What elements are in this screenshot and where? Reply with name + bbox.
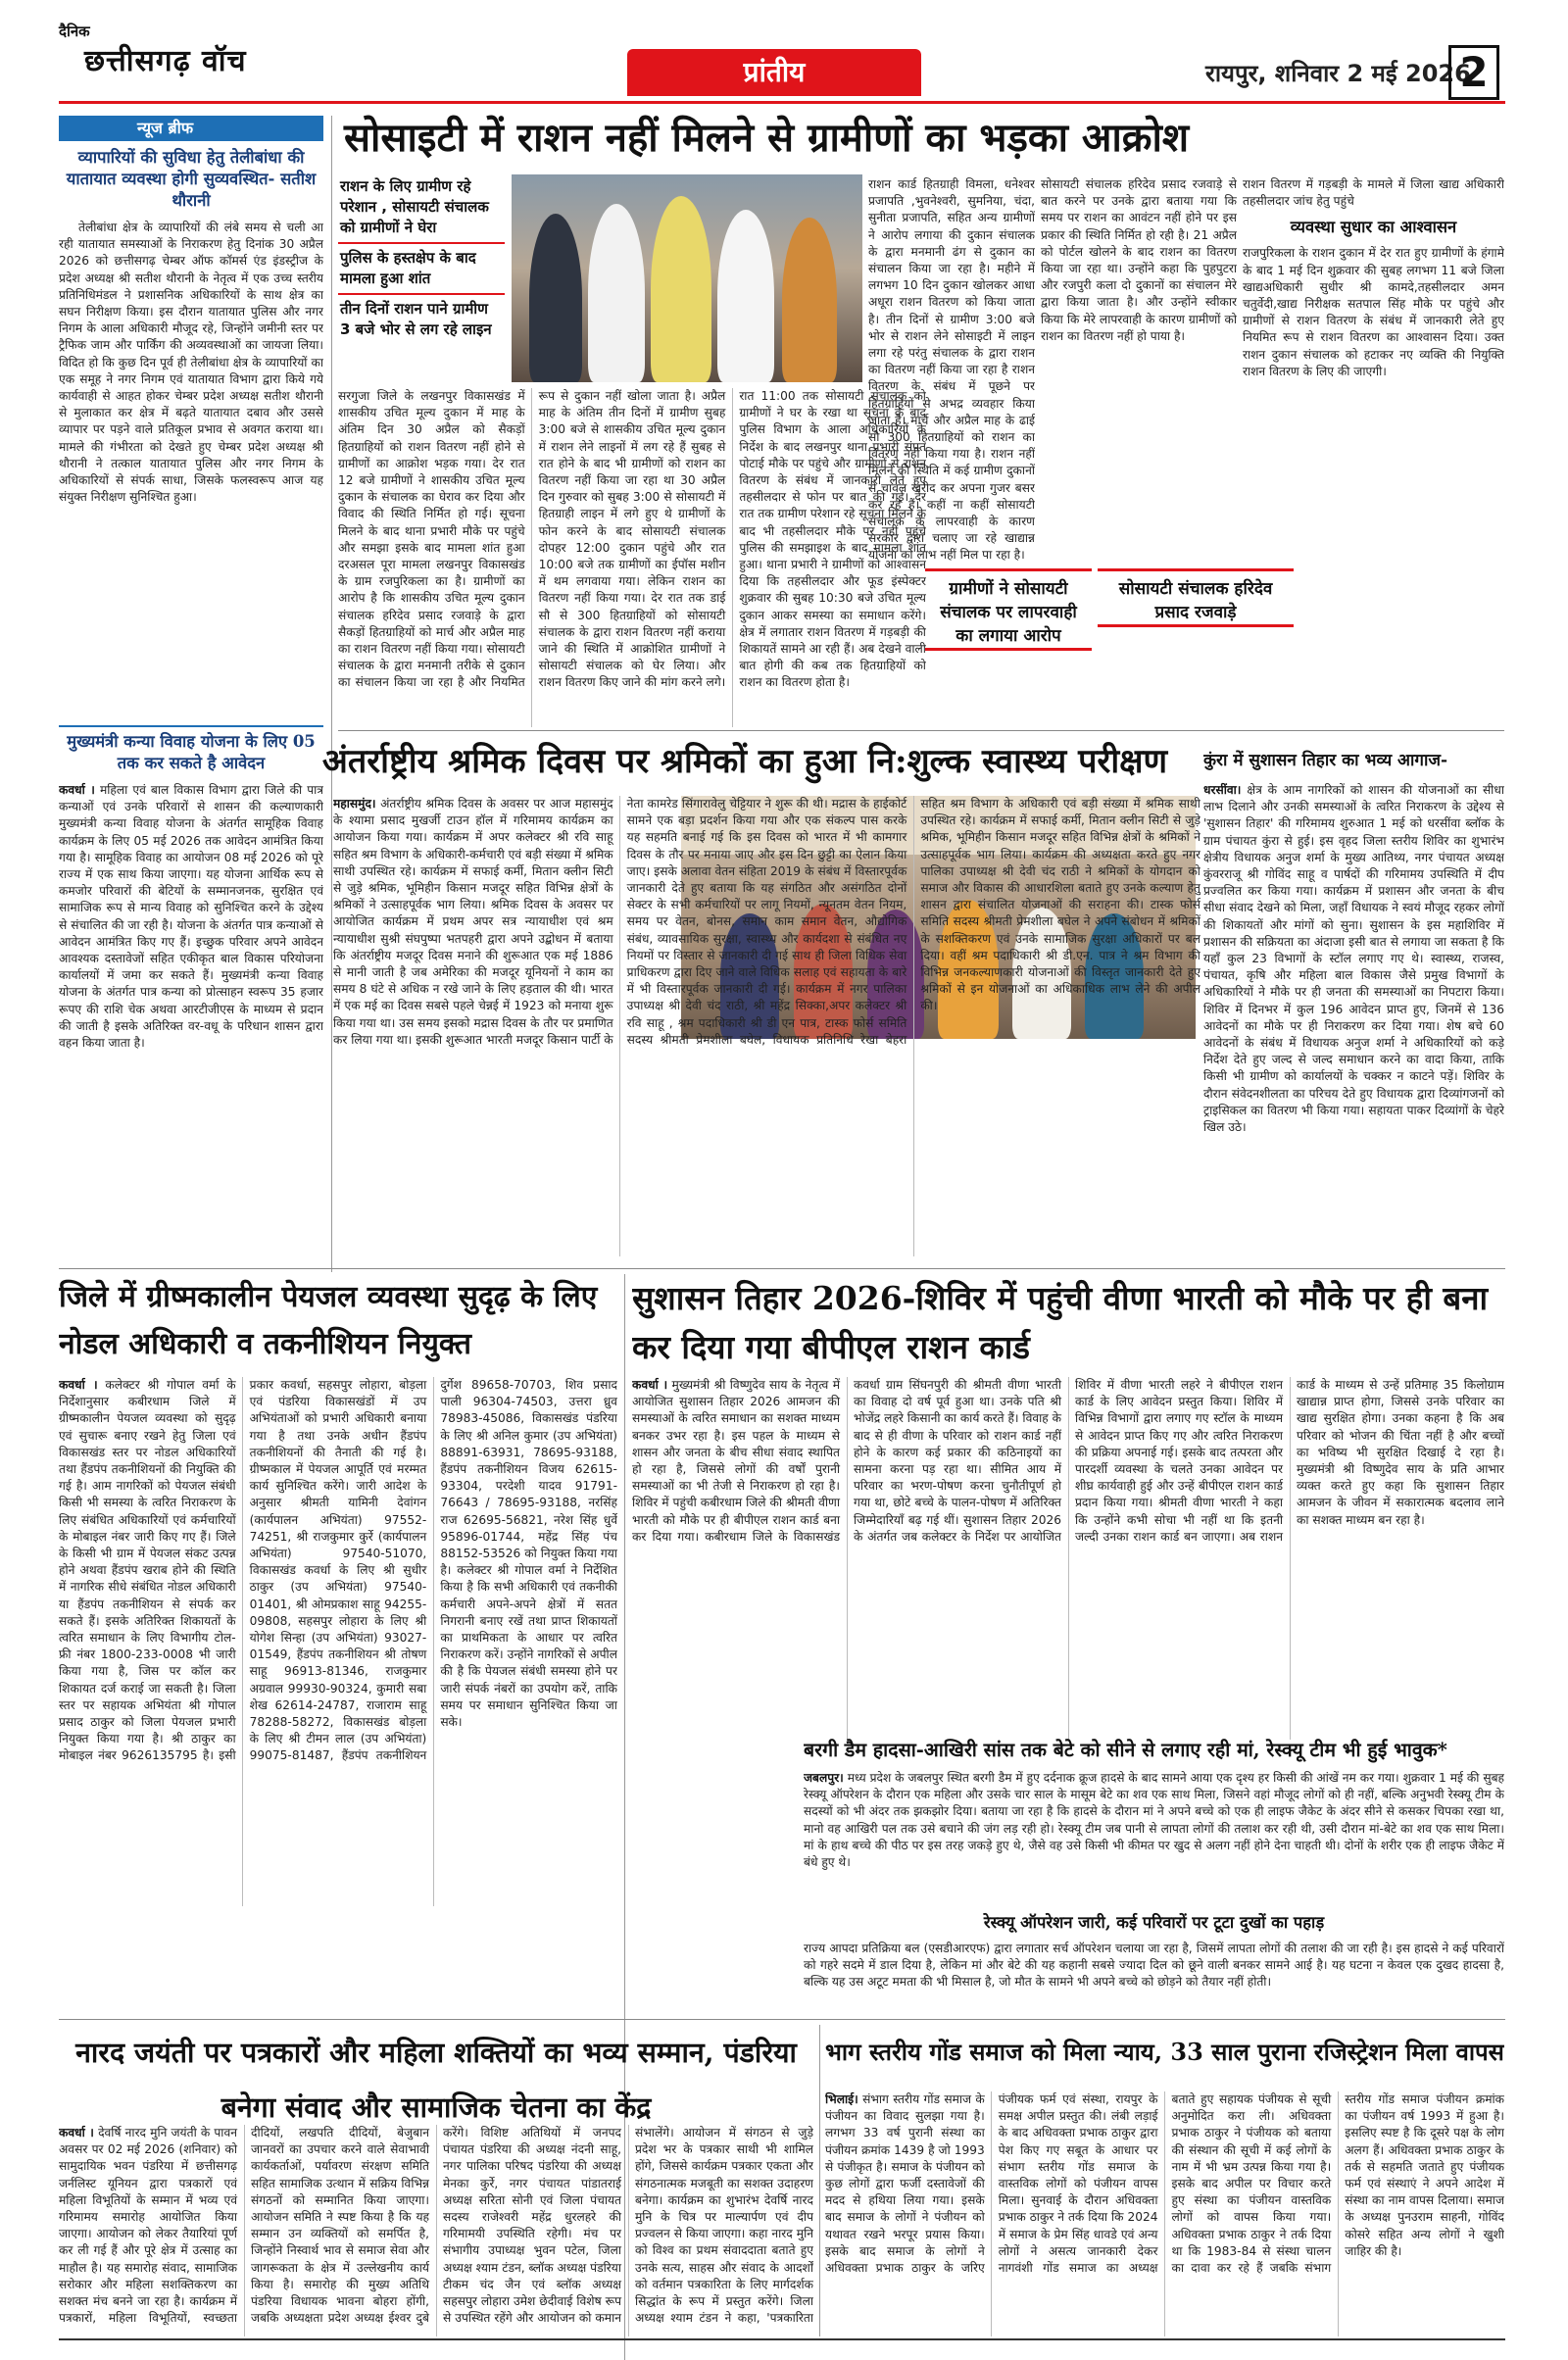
story7-body bbox=[59, 2125, 813, 2336]
section-rule bbox=[59, 1268, 1505, 1269]
story1-body4: राशन वितरण में गड़बड़ी के मामले में जिला खाद्य अधिकारी तहसीलदार जांच हेतु पहुंचे bbox=[1243, 177, 1504, 209]
photo-figure bbox=[717, 210, 774, 382]
section-rule bbox=[338, 730, 1504, 731]
photo-figure bbox=[651, 196, 711, 382]
dateline: कवर्धा । bbox=[632, 1378, 668, 1392]
news-brief-2 bbox=[59, 725, 323, 1274]
story1-body: सरगुजा जिले के लखनपुर विकासखंड में शासकीय उचित मूल्य दुकान में माह के अंतिम दिन 30 अप्रैल को सैकड़ों हितग्राहियों को राशन वितरण नहीं होने से ग्रामीणों का आक्रोश भड़क गया। देर रात 12 बजे ग्रामीणों ने शासकीय उचित मूल्य दुकान के संचालक का घेराव कर दिया और विवाद की स्थिति निर्मित हो गई। सूचना मिलने के बाद थाना प्रभारी मौके पर पहुंचे और समझा इसके बाद मामला शांत हुआ दरअसल पूरा मामला लखनपुर विकासखंड के ग्राम रजपुरिकला का है। ग्रामीणों का आरोप है कि शासकीय उचित मूल्य दुकान संचालक हरिदेव प्रसाद रजवाड़े के द्वारा सैकड़ों हितग्राहियों को मार्च और अप्रैल माह का राशन वितरण नहीं किया गया। सोसायटी संचालक के द्वारा मनमानी तरीके से दुकान का संचालन किया जा रहा है और नियमित रूप से दुकान नहीं खोला जाता है। अप्रैल माह के अंतिम तीन दिनों में ग्रामीण सुबह 3:00 बजे से शासकीय उचित मूल्य दुकान में राशन लेने लाइनों में लग रहे हैं सुबह से रात होने के बाद भी ग्रामीणों को राशन का वितरण नहीं किया जा रहा था 30 अप्रैल दिन गुरुवार को सुबह 3:00 से सोसायटी में हितग्राही लाइन में लगे हुए थे ग्रामीणों के फोन करने के बाद सोसायटी संचालक दोपहर 12:00 दुकान पहुंचे और रात 10:00 बजे तक ग्रामीणों का ईपॉस मशीन में थम लगवाया गया। लेकिन राशन का वितरण नहीं किया गया। देर रात तक डाई सौ से 300 हितग्राहियों को सोसायटी संचालक के द्वारा राशन वितरण नहीं कराया जाने की स्थिति में आक्रोशित ग्रामीणों ने सोसायटी संचालक को घेर लिया। और राशन वितरण किए जाने की मांग करने लगे। रात 11:00 तक सोसायटी संचालक को ग्रामीणों ने घर के रखा था सूचना के बाद पुलिस विभाग के आला अधिकारियों के निर्देश के बाद लखनपुर थाना प्रभारी संपत पोटाई मौके पर पहुंचे और ग्रामीणों से राशन वितरण के संबंध में जानकारी लेते हुए तहसीलदार से फोन पर बात की गई। देर रात तक ग्रामीण परेशान रहे सूचना मिलने के बाद भी तहसीलदार मौके पर नहीं पहुंचे पुलिस की समझाइश के बाद मामला शांत हुआ। थाना प्रभारी ने ग्रामीणों को आश्वासन दिया कि तहसीलदार और फूड इंस्पेक्टर शुक्रवार की सुबह 10:30 बजे उचित मूल्य दुकान आकर समस्या का समाधान करेंगे। क्षेत्र में लगातार राशन वितरण में गड़बड़ी की शिकायतें सामने आ रही हैं। अब देखने वाली बात होगी की कब तक हितग्राहियों को राशन का वितरण होता है। bbox=[338, 389, 926, 690]
column-divider bbox=[819, 2025, 820, 2336]
story8-text: संभाग स्तरीय गोंड समाज के पंजीयन का विवाद सुलझा गया है। लगभग 33 वर्ष पुरानी संस्था का पंजीयन क्रमांक 1439 है जो 1993 से पंजीकृत है। समाज के पंजीयन को कुछ लोगों द्वारा फर्जी दस्तावेजों की मदद से हथिया लिया गया। इसके बाद समाज के लोगों ने पंजीयन को यथावत रखने भरपूर प्रयास किया। इसके बाद समाज के लोगों ने अधिवक्ता प्रभाक ठाकुर के जरिए पंजीयक फर्म एवं संस्था, रायपुर के समक्ष अपील प्रस्तुत की। लंबी लड़ाई के बाद अधिवक्ता प्रभाक ठाकुर द्वारा पेश किए गए सबूत के आधार पर संभाग स्तरीय गोंड समाज के वास्तविक लोगों को पंजीयन वापस मिला। सुनवाई के दौरान अधिवक्ता प्रभाक ठाकुर ने तर्क दिया कि 2024 में समाज के प्रेम सिंह धावडे एवं अन्य लोगों ने असत्य जानकारी देकर नागवंशी गोंड समाज का अध्यक्ष बताते हुए सहायक पंजीयक से सूची अनुमोदित करा ली। अधिवक्ता प्रभाक ठाकुर ने पंजीयक को बताया की संस्थान की सूची में कई लोगों के नाम में भी भ्रम उत्पन्न किया गया है। इसके बाद अपील पर विचार करते हुए संस्था का पंजीयन वास्तविक लोगों को वापस किया गया। अधिवक्ता प्रभाक ठाकुर ने तर्क दिया था कि 1983-84 से संस्था चालन का दावा कर रहे हैं जबकि संभाग स्तरीय गोंड समाज पंजीयन क्रमांक का पंजीयन वर्ष 1993 में हुआ है। इसलिए स्पष्ट है कि दूसरे पक्ष के लोग अलग हैं। अधिवक्ता प्रभाक ठाकुर के तर्क से सहमति जताते हुए पंजीयक फर्म एवं संस्थाएं ने अपने आदेश में संस्था का नाम वापस दिलाया। समाज के अध्यक्ष पुनउराम साहनी, गोविंद कोसरे सहित अन्य लोगों ने खुशी जाहिर की है। bbox=[825, 2092, 1504, 2276]
news-brief-1-body: तेलीबांधा क्षेत्र के व्यापारियों की लंबे समय से चली आ रही यातायात समस्याओं के निराकरण हेतु दिनांक 30 अप्रैल 2026 को छत्तीसगढ़ चेम्बर ऑफ कॉमर्स एंड इंडस्ट्रीज के प्रदेश अध्यक्ष श्री सतीश थौरानी के नेतृत्व में एक उच्च स्तरीय प्रतिनिधिमंडल ने प्रशासनिक अधिकारियों के साथ क्षेत्र का सघन निरीक्षण किया। इस दौरान यातायात पुलिस और नगर निगम के आला अधिकारी मौजूद रहे, जिन्होंने जमीनी स्तर पर ट्रैफिक जाम और पार्किंग की अव्यवस्थाओं का जायजा लिया। विदित हो कि कुछ दिन पूर्व ही तेलीबांधा क्षेत्र के व्यापारियों का एक समूह ने नगर निगम एवं यातायात विभाग द्वारा किये गये कार्यवाही से आहत होकर चेम्बर प्रदेश अध्यक्ष सतीश थौरानी से मुलाकात कर क्षेत्र में बढ़ते यातायात दबाव और उससे व्यापार पर पड़ने वाले प्रतिकूल प्रभाव से अवगत कराया था। मामले की गंभीरता को देखते हुए चेम्बर प्रदेश अध्यक्ष श्री थौरानी ने तत्काल यातायात पुलिस और नगर निगम के अधिकारियों से संपर्क साधा, जिसके फलस्वरूप आज यह संयुक्त निरीक्षण सुनिश्चित हुआ। bbox=[59, 221, 323, 505]
story3-body bbox=[1203, 782, 1504, 1262]
story6-subhead: रेस्क्यू ऑपरेशन जारी, कई परिवारों पर टूटा दुखों का पहाड़ bbox=[983, 1913, 1325, 1932]
story5-body bbox=[632, 1377, 1504, 1740]
news-brief-1 bbox=[59, 147, 323, 725]
story1-headline: सोसाइटी में राशन नहीं मिलने से ग्रामीणों का भड़का आक्रोश bbox=[344, 115, 1190, 161]
news-brief-2-text: महिला एवं बाल विकास विभाग द्वारा जिले की पात्र कन्याओं एवं उनके परिवारों से शासन की कल्याणकारी मुख्यमंत्री कन्या विवाह योजना के अंतर्गत सामूहिक विवाह कार्यक्रम के लिए 05 मई 2026 तक आवेदन आमंत्रित किया गया है। सामूहिक विवाह का आयोजन 08 मई 2026 को पूरे राज्य में एक साथ किया जाएगा। यह योजना आर्थिक रूप से कमजोर परिवारों की बेटियों के सम्मानजनक, सुरक्षित एवं सामाजिक रूप से मान्य विवाह को सुनिश्चित करने के उद्देश्य से संचालित की जा रही है। योजना के अंतर्गत पात्र कन्याओं से आवेदन आमंत्रित किए गए हैं। इच्छुक परिवार अपने आवेदन आवश्यक दस्तावेजों सहित एकीकृत बाल विकास परियोजना कार्यालयों में जमा कर सकते हैं। मुख्यमंत्री कन्या विवाह योजना के अंतर्गत पात्र कन्या को प्रोत्साहन स्वरूप 35 हजार रूपए की राशि चेक अथवा आरटीजीएस के माध्यम से प्रदान की जाती है इसके अतिरिक्त वर-वधू के परिधान शासन द्वारा वहन किया जाता है। bbox=[59, 783, 323, 1051]
story1-subhead: व्यवस्था सुधार का आश्वासन bbox=[1290, 218, 1457, 237]
story8-body bbox=[825, 2091, 1504, 2336]
section-tab: प्रांतीय bbox=[627, 49, 921, 96]
story2-text: अंतर्राष्ट्रीय श्रमिक दिवस के अवसर पर आज महासमुंद के श्यामा प्रसाद मुखर्जी टाउन हॉल में गरिमामय कार्यक्रम का आयोजन किया गया। कार्यक्रम में अपर कलेक्टर श्री रवि साहू सहित श्रम विभाग के अधिकारी-कर्मचारी एवं बड़ी संख्या में श्रमिक साथी उपस्थित रहे। कार्यक्रम में सफाई कर्मी, मितान क्लीन सिटी से जुड़े श्रमिक, भूमिहीन किसान मजदूर सहित विभिन्न क्षेत्रों के श्रमिकों ने उत्साहपूर्वक भाग लिया। श्रमिक दिवस के अवसर पर आयोजित कार्यक्रम में प्रथम अपर सत्र न्यायाधीश एवं श्रम न्यायाधीश सुश्री संघपुष्पा भतपहरी द्वारा अपने उद्बोधन में बताया कि अंतर्राष्ट्रीय मजदूर दिवस मनाने की शुरूआत एक मई 1886 से मानी जाती है जब अमेरिका की मजदूर यूनियनों ने काम का समय 8 घंटे से अधिक न रखे जाने के लिए हड़ताल की थी। भारत में एक मई का दिवस सबसे पहले चेन्नई में 1923 को मनाया शुरू किया गया था। उस समय इसको मद्रास दिवस के तौर पर प्रमाणित कर लिया गया था। इसकी शुरूआत भारती मजदूर किसान पार्टी के नेता कामरेड सिंगारावेलु चेट्टियार ने शुरू की थी। मद्रास के हाईकोर्ट सामने एक बड़ा प्रदर्शन किया गया और एक संकल्प पास करके यह सहमति बनाई गई कि इस दिवस को भारत में भी कामगार दिवस के तौर पर मनाया जाए और इस दिन छुट्टी का ऐलान किया जाए। इसके अलावा वेतन संहिता 2019 के संबंध में विस्तारपूर्वक जानकारी देते हुए बताया कि यह संगठित और असंगठित दोनों सेक्टर के सभी कर्मचारियों पर लागू नियमों, न्यूनतम वेतन नियम, समय पर वेतन, बोनस, समान काम समान वेतन, औद्योगिक संबंध, व्यावसायिक सुरक्षा, स्वास्थ्य और कार्यदशा से संबंधित नए नियमों पर विस्तार से जानकारी दी गई साथ ही जिला विधिक सेवा प्राधिकरण द्वारा दिए जाने वाले विधिक सलाह एवं सहायता के बारे में भी विस्तारपूर्वक जानकारी दी गई। कार्यक्रम में नगर पालिका उपाध्यक्ष श्री देवी चंद राठी, श्री महेंद्र सिक्का,अपर कलेक्टर श्री रवि साहू , श्रम पदाधिकारी श्री डी एन पात्र, टास्क फोर्स समिति सदस्य श्रीमती प्रेमशीला बघेल, विधायक प्रतिनिधि रेखा बेहरा सहित श्रम विभाग के अधिकारी एवं बड़ी संख्या में श्रमिक साथी उपस्थित रहे। कार्यक्रम में सफाई कर्मी, मितान क्लीन सिटी से जुड़े श्रमिक, भूमिहीन किसान मजदूर सहित विभिन्न क्षेत्रों के श्रमिकों ने उत्साहपूर्वक भाग लिया। कार्यक्रम की अध्यक्षता करते हुए नगर पालिका उपाध्यक्ष श्री देवी चंद राठी ने श्रमिकों के योगदान को समाज और विकास की आधारशिला बताते हुए उनके कल्याण हेतु शासन द्वारा संचालित योजनाओं की सराहना की। टास्क फोर्स समिति सदस्य श्रीमती प्रेमशीला बघेल ने अपने संबोधन में श्रमिकों के सशक्तिकरण एवं उनके सामाजिक सुरक्षा अधिकारों पर बल दिया। वहीं श्रम पदाधिकारी श्री डी.एन. पात्र ने श्रम विभाग की विभिन्न जनकल्याणकारी योजनाओं की विस्तृत जानकारी देते हुए श्रमिकों से इन योजनाओं का अधिकाधिक लाभ लेने की अपील की। bbox=[333, 797, 1200, 1047]
story1-body-col7 bbox=[1243, 176, 1504, 725]
story1-pullquote: ग्रामीणों ने सोसायटी संचालक पर लापरवाही का लगाया आरोप bbox=[925, 568, 1092, 651]
story6-text: मध्य प्रदेश के जबलपुर स्थित बरगी डैम में हुए दर्दनाक क्रूज हादसे के बाद सामने आया एक दृश्य हर किसी की आंखें नम कर गया। शुक्रवार 1 मई की सुबह रेस्क्यू ऑपरेशन के दौरान एक महिला और उसके चार साल के मासूम बेटे का शव एक साथ मिला, जिसने वहां मौजूद लोगों को ही नहीं, बल्कि अनुभवी रेस्क्यू टीम के सदस्यों को भी अंदर तक झकझोर दिया। बताया जा रहा है कि हादसे के दौरान मां ने अपने बच्चे को एक ही लाइफ जैकेट के अंदर सीने से कसकर चिपका रखा था, मानो वह आखिरी पल तक उसे बचाने की जंग लड़ रही हो। रेस्क्यू टीम जब पानी से लापता लोगों की तलाश कर रही थी, उसी दौरान मां-बेटे का शव एक साथ मिला। मां के हाथ बच्चे की पीठ पर इस तरह जकड़े हुए थे, जैसे वह उसे किसी भी कीमत पर खुद से अलग नहीं होने देना चाहती थी। दोनों के शरीर एक ही लाइफ जैकेट में बंधे हुए थे। bbox=[804, 1771, 1504, 1870]
story4-body bbox=[59, 1377, 617, 1906]
story8-headline: भाग स्तरीय गोंड समाज को मिला न्याय, 33 साल पुराना रजिस्ट्रेशन मिला वापस bbox=[825, 2038, 1504, 2066]
story7-headline: नारद जयंती पर पत्रकारों और महिला शक्तियों का भव्य सम्मान, पंडरिया बनेगा संवाद और सामाजिक चेतना का केंद्र bbox=[75, 2036, 797, 2124]
story5-headline: सुशासन तिहार 2026-शिविर में पहुंची वीणा भारती को मौके पर ही बना कर दिया गया बीपीएल राशन कार्ड bbox=[632, 1279, 1489, 1366]
section-rule bbox=[59, 2019, 1505, 2020]
story1-deck1: राशन के लिए ग्रामीण रहे परेशान , सोसायटी संचालक को ग्रामीणों ने घेरा bbox=[338, 172, 505, 244]
story2-headline: अंतर्राष्ट्रीय श्रमिक दिवस पर श्रमिकों का हुआ नि:शुल्क स्वास्थ्य परीक्षण bbox=[321, 742, 1168, 781]
masthead-rule bbox=[59, 101, 1505, 104]
column-divider bbox=[331, 116, 332, 1272]
page-number: 2 bbox=[1448, 45, 1499, 100]
story1-pullquote-2: सोसायटी संचालक हरिदेव प्रसाद रजवाड़े bbox=[1098, 568, 1294, 627]
story1-deck2: पुलिस के हस्तक्षेप के बाद मामला हुआ शांत bbox=[338, 244, 505, 295]
dateline: कवर्धा । bbox=[59, 783, 95, 797]
story6-headline: बरगी डैम हादसा-आखिरी सांस तक बेटे को सीने से लगाए रही मां, रेस्क्यू टीम भी हुई भावुक* bbox=[804, 1739, 1447, 1761]
news-brief-2-body bbox=[59, 782, 323, 1052]
masthead-logo-small: दैनिक bbox=[59, 23, 90, 40]
story6-body bbox=[804, 1770, 1504, 1907]
dateline: जबलपुर। bbox=[804, 1771, 844, 1785]
story1-deck3: तीन दिनों राशन पाने ग्रामीण 3 बजे भोर से लग रहे लाइन bbox=[340, 300, 492, 338]
issue-date: रायपुर, शनिवार 2 मई 2026 bbox=[1205, 60, 1471, 87]
dateline: कवर्धा । bbox=[59, 2126, 94, 2139]
story4-headline: जिले में ग्रीष्मकालीन पेयजल व्यवस्था सुदृढ़ के लिए नोडल अधिकारी व तकनीशियन नियुक्त bbox=[59, 1280, 598, 1361]
news-brief-1-headline: व्यापारियों की सुविधा हेतु तेलीबांधा की यातायात व्यवस्था होगी सुव्यवस्थित- सतीश थौरानी bbox=[66, 148, 317, 210]
photo-figure bbox=[588, 204, 645, 382]
story1-decks bbox=[338, 172, 505, 384]
story1-body-col5 bbox=[868, 176, 1035, 588]
masthead-logo: छत्तीसगढ़ वॉच bbox=[84, 44, 247, 78]
masthead bbox=[0, 0, 1568, 106]
dateline: धरसींवा। bbox=[1203, 783, 1242, 797]
story1-quote1-text: राशन कार्ड हितग्राही विमला, धनेश्वर प्रजापति ,भुवनेश्वरी, सुमनिया, चंदा, सुनीता प्रजापति, सहित अन्य ग्रामीणों ने आरोप लगाया की दुकान संचालक के द्वारा मनमानी ढंग से दुकान का संचालन किया जा रहा है। महीने में लगभग 10 दिन दुकान खोलकर आधा अधूरा राशन वितरण को किया जाता है। तीन दिनों से ग्रामीण 3:00 बजे भोर से राशन लेने सोसाइटी में लाइन लगा रहे परंतु संचालक के द्वारा राशन का वितरण नहीं किया जा रहा है राशन वितरण के संबंध में पूछने पर हितग्राहियों से अभद्र व्यवहार किया जाता है। मार्च और अप्रैल माह के ढाई सौ 300 हितग्राहियों को राशन का वितरण नहीं किया गया है। राशन नहीं मिलने की स्थिति में कई ग्रामीण दुकानों से चावल खरीद कर अपना गुजर बसर कर रहे हैं। कहीं ना कहीं सोसायटी संचालक के लापरवाही के कारण सरकार द्वारा चलाए जा रहे खाद्यान्न योजना का लाभ नहीं मिल पा रहा है। bbox=[868, 177, 1035, 563]
dateline: महासमुंद। bbox=[333, 797, 376, 811]
story6-body2: राज्य आपदा प्रतिक्रिया बल (एसडीआरएफ) द्वारा लगातार सर्च ऑपरेशन चलाया जा रहा है, जिसमें लापता लोगों की तलाश की जा रही है। इस हादसे ने कई परिवारों को गहरे सदमे में डाल दिया है, लेकिन मां और बेटे की यह कहानी सबसे ज्यादा दिल को छूने वाली बनकर सामने आई है। यह घटना न केवल एक दुखद हादसा है, बल्कि यह उस अटूट ममता की भी मिसाल है, जो मौत के सामने भी अपने बच्चे को छोड़ने को तैयार नहीं होती। bbox=[804, 1942, 1504, 1990]
story2-body bbox=[333, 796, 1200, 1256]
story1-body5: राजपुरिकला के राशन दुकान में देर रात हुए ग्रामीणों के हंगामे के बाद 1 मई दिन शुक्रवार की सुबह लगभग 11 बजे जिला खाद्यअधिकारी सुधीर श्री कामदे,तहसीलदार अमन चतुर्वेदी,खाद्य निरीक्षक सतपाल सिंह मौके पर पहुंचे और ग्रामीणों से राशन वितरण के संबंध में जानकारी लेते हुए नियमित रूप से राशन वितरण का आश्वासन दिया। उक्त राशन दुकान संचालक को हटाकर नए व्यक्ति की नियुक्ति राशन वितरण के लिए की जाएगी। bbox=[1243, 246, 1504, 378]
news-brief-tag: न्यूज ब्रीफ bbox=[59, 116, 323, 141]
dateline: भिलाई। bbox=[825, 2092, 858, 2106]
photo-figure bbox=[529, 214, 582, 382]
story1-photo bbox=[512, 174, 862, 382]
footer-rule bbox=[59, 2338, 1505, 2340]
story1-col6-text: सोसायटी संचालक हरिदेव प्रसाद रजवाड़े से बात करने पर उनके द्वारा बताया गया कि समय पर राशन का आवंटन नहीं होने पर इस प्रकार की स्थिति निर्मित हो रही है। 21 अप्रैल को पोर्टल खोलने के बाद राशन का वितरण किया जा रहा था। उन्होंने कहा कि पुहपुटरा और रजपुरी कला दो दुकानों का संचालन मेरे द्वारा किया जाता है। और उन्होंने स्वीकार किया कि मेरे लापरवाही के कारण ग्रामीणों को राशन का वितरण नहीं हो पाया है। bbox=[1041, 177, 1237, 343]
story3-headline: कुंरा में सुशासन तिहार का भव्य आगाज- bbox=[1203, 751, 1448, 770]
story4-text: कलेक्टर श्री गोपाल वर्मा के निर्देशानुसार कबीरधाम जिले में ग्रीष्मकालीन पेयजल व्यवस्था को सुदृढ़ एवं सुचारू बनाए रखने हेतु जिला एवं विकासखंड स्तर पर नोडल अधिकारियों तथा हैंडपंप तकनीशियनों की नियुक्ति की गई है। आम नागरिकों को पेयजल संबंधी किसी भी समस्या के त्वरित निराकरण के लिए संबंधित अधिकारियों एवं कर्मचारियों के मोबाइल नंबर जारी किए गए हैं। जिले के किसी भी ग्राम में पेयजल संकट उत्पन्न होने अथवा हैंडपंप खराब होने की स्थिति में नागरिक सीधे संबंधित नोडल अधिकारी या हैंडपंप तकनीशियन से संपर्क कर सकते हैं। इसके अतिरिक्त शिकायतों के त्वरित समाधान के लिए विभागीय टोल-फ्री नंबर 1800-233-0008 भी जारी किया गया है, जिस पर कॉल कर शिकायत दर्ज कराई जा सकती है। जिला स्तर पर सहायक अभियंता श्री गोपाल प्रसाद ठाकुर को जिला पेयजल प्रभारी नियुक्त किया गया है। श्री ठाकुर का मोबाइल नंबर 9626135795 है। इसी प्रकार कवर्धा, सहसपुर लोहारा, बोड़ला एवं पंडरिया विकासखंडों में उप अभियंताओं को प्रभारी अधिकारी बनाया गया है तथा उनके अधीन हैंडपंप तकनीशियनों की तैनाती की गई है। ग्रीष्मकाल में पेयजल आपूर्ति एवं मरम्मत कार्य सुनिश्चित करेंगे। जारी आदेश के अनुसार श्रीमती यामिनी देवांगन (कार्यपालन अभियंता) 97552-74251, श्री राजकुमार कुर्रे (कार्यपालन अभियंता) 97540-51070, विकासखंड कवर्धा के लिए श्री सुधीर ठाकुर (उप अभियंता) 97540-01401, श्री ओमप्रकाश साहू 94255-09808, सहसपुर लोहारा के लिए श्री योगेश सिन्हा (उप अभियंता) 93027-01549, हैंडपंप तकनीशियन श्री तोषण साहू 96913-81346, राजकुमार अग्रवाल 99930-90324, कुमारी सबा शेख 62614-24787, राजाराम साहू 78288-58272, विकासखंड बोड़ला के लिए श्री टीमन लाल (उप अभियंता) 99075-81487, हैंडपंप तकनीशियन दुर्गेश 89658-70703, शिव प्रसाद पाली 96304-74503, उत्तरा ध्रुव 78983-45086, विकासखंड पंडरिया के लिए श्री अनिल कुमार (उप अभियंता) 88891-63931, 78695-93188, हैंडपंप तकनीशियन विजय 62615-93304, परदेशी यादव 91791-76643 / 78695-93188, नरसिंह राज 62695-56821, नरेश सिंह धुर्वे 95896-01744, महेंद्र सिंह पंच 88152-53526 को नियुक्त किया गया है। कलेक्टर श्री गोपाल वर्मा ने निर्देशित किया है कि सभी अधिकारी एवं तकनीकी कर्मचारी अपने-अपने क्षेत्रों में सतत निगरानी बनाए रखें तथा प्राप्त शिकायतों का प्राथमिकता के आधार पर त्वरित निराकरण करें। उन्होंने नागरिकों से अपील की है कि पेयजल संबंधी समस्या होने पर जारी संपर्क नंबरों का उपयोग करें, ताकि समय पर समाधान सुनिश्चित किया जा सके। bbox=[59, 1378, 617, 1763]
news-brief-2-headline: मुख्यमंत्री कन्या विवाह योजना के लिए 05 तक कर सकते है आवेदन bbox=[59, 725, 323, 782]
story7-text: देवर्षि नारद मुनि जयंती के पावन अवसर पर 02 मई 2026 (शनिवार) को सामुदायिक भवन पंडरिया में छत्तीसगढ़ जर्नलिस्ट यूनियन द्वारा पत्रकारों एवं महिला विभूतियों के सम्मान में भव्य एवं गरिमामय समारोह आयोजित किया जाएगा। आयोजन को लेकर तैयारियां पूर्ण कर ली गई हैं और पूरे क्षेत्र में उत्साह का माहौल है। यह समारोह संवाद, सामाजिक सरोकार और महिला सशक्तिकरण का सशक्त मंच बनने जा रहा है। कार्यक्रम में पत्रकारों, महिला विभूतियों, स्वच्छता दीदियों, लखपति दीदियों, बेजुबान जानवरों का उपचार करने वाले सेवाभावी कार्यकर्ताओं, पर्यावरण संरक्षण समिति सहित सामाजिक उत्थान में सक्रिय विभिन्न संगठनों को सम्मानित किया जाएगा। आयोजन समिति ने स्पष्ट किया है कि यह सम्मान उन व्यक्तियों को समर्पित है, जिन्होंने निस्वार्थ भाव से समाज सेवा और जागरूकता के क्षेत्र में उल्लेखनीय कार्य किया है। समारोह की मुख्य अतिथि पंडरिया विधायक भावना बोहरा होंगी, जबकि अध्यक्षता प्रदेश अध्यक्ष ईश्वर दुबे करेंगे। विशिष्ट अतिथियों में जनपद पंचायत पंडरिया की अध्यक्ष नंदनी साहू, नगर पालिका परिषद पंडरिया की अध्यक्ष मेनका कुर्रे, नगर पंचायत पांडातराई अध्यक्ष सरिता सोनी एवं जिला पंचायत सदस्य राजेश्वरी महेंद्र धुरलहरे की गरिमामयी उपस्थिति रहेगी। मंच पर संभागीय उपाध्यक्ष भुवन पटेल, जिला अध्यक्ष श्याम टंडन, ब्लॉक अध्यक्ष पंडरिया टीकम चंद जैन एवं ब्लॉक अध्यक्ष सहसपुर लोहारा उमेश छेदीवाई विशेष रूप से उपस्थित रहेंगे और आयोजन को कमान संभालेंगे। आयोजन में संगठन से जुड़े प्रदेश भर के पत्रकार साथी भी शामिल होंगे, जिससे कार्यक्रम पत्रकार एकता और संगठनात्मक मजबूती का सशक्त उदाहरण बनेगा। कार्यक्रम का शुभारंभ देवर्षि नारद मुनि के चित्र पर माल्यार्पण एवं दीप प्रज्वलन से किया जाएगा। कहा नारद मुनि को विश्व का प्रथम संवाददाता बताते हुए उनके सत्य, साहस और संवाद के आदर्शों को वर्तमान पत्रकारिता के लिए मार्गदर्शक सिद्धांत के रूप में प्रस्तुत करेंगे। जिला अध्यक्ष श्याम टंडन ने कहा, 'पत्रकारिता bbox=[59, 2126, 813, 2326]
dateline: कवर्धा । bbox=[59, 1378, 98, 1392]
story3-text: क्षेत्र के आम नागरिकों को शासन की योजनाओं का सीधा लाभ दिलाने और उनकी समस्याओं के त्वरित निराकरण के उद्देश्य से 'सुशासन तिहार' की गरिमामय शुरुआत 1 मई को धरसींवा ब्लॉक के ग्राम पंचायत कुंरा से हुई। इस वृहद जिला स्तरीय शिविर का शुभारंभ क्षेत्रीय विधायक अनुज शर्मा के मुख्य आतिथ्य, नगर पंचायत अध्यक्ष कुंवरराजू श्री गोविंद साहू व पार्षदों की गरिमामय उपस्थिति में दीप प्रज्वलित कर किया गया। कार्यक्रम में प्रशासन और जनता के बीच सीधा संवाद देखने को मिला, जहाँ विधायक ने स्वयं मौजूद रहकर लोगों की शिकायतों और मांगों को सुना। सुशासन के इस महाशिविर में प्रशासन की सक्रियता का अंदाजा इसी बात से लगाया जा सकता है कि यहाँ कुल 23 विभागों के स्टॉल लगाए गए थे। स्वास्थ्य, राजस्व, पंचायत, कृषि और महिला बाल विकास जैसे प्रमुख विभागों के अधिकारियों ने मौके पर ही जनता की समस्याओं का निपटारा किया। शिविर में दिनभर में कुल 196 आवेदन प्राप्त हुए, जिनमें से 136 आवेदनों का मौके पर ही निराकरण कर दिया गया। शेष बचे 60 आवेदनों के संबंध में विधायक अनुज शर्मा ने अधिकारियों को कड़े निर्देश देते हुए जल्द से जल्द समाधान करने का वादा किया, ताकि किसी भी ग्रामीण को कार्यालयों के चक्कर न काटने पड़ें। शिविर के दौरान संवेदनशीलता का परिचय देते हुए विधायक द्वारा दिव्यांगजनों को ट्राइसिकल का वितरण भी किया गया। सहायता पाकर दिव्यांगों के चेहरे खिल उठे। bbox=[1203, 783, 1504, 1135]
story1-body-col6 bbox=[1041, 176, 1237, 568]
photo-figure bbox=[782, 218, 837, 382]
story5-text: मुख्यमंत्री श्री विष्णुदेव साय के नेतृत्व में आयोजित सुशासन तिहार 2026 आमजन की समस्याओं के त्वरित समाधान का सशक्त माध्यम बनकर उभर रहा है। इस पहल के माध्यम से शासन और जनता के बीच सीधा संवाद स्थापित हो रहा है, जिससे लोगों की वर्षों पुरानी समस्याओं का भी तेजी से निराकरण हो रहा है। शिविर में पहुंची कबीरधाम जिले की श्रीमती वीणा भारती को मौके पर ही बीपीएल राशन कार्ड बना कर दिया गया। कबीरधाम जिले के विकासखंड कवर्धा ग्राम सिंघनपुरी की श्रीमती वीणा भारती का विवाह दो वर्ष पूर्व हुआ था। उनके पति श्री भोजेंद्र लहरे किसानी का कार्य करते हैं। विवाह के बाद से ही वीणा के परिवार को राशन कार्ड नहीं होने के कारण कई प्रकार की कठिनाइयों का सामना करना पड़ रहा था। सीमित आय में परिवार का भरण-पोषण करना चुनौतीपूर्ण हो गया था, छोटे बच्चे के पालन-पोषण में अतिरिक्त जिम्मेदारियाँ बढ़ गई थीं। सुशासन तिहार 2026 के अंतर्गत जब कलेक्टर के निर्देश पर आयोजित शिविर में वीणा भारती लहरे ने बीपीएल राशन कार्ड के लिए आवेदन प्रस्तुत किया। शिविर में विभिन्न विभागों द्वारा लगाए गए स्टॉल के माध्यम से आवेदन प्राप्त किए गए और त्वरित निराकरण की प्रक्रिया अपनाई गई। इसके बाद तत्परता और पारदर्शी व्यवस्था के चलते उनका आवेदन पर शीघ्र कार्यवाही हुई और उन्हें बीपीएल राशन कार्ड प्रदान किया गया। श्रीमती वीणा भारती ने कहा कि उन्होंने कभी सोचा भी नहीं था कि इतनी जल्दी उनका राशन कार्ड बन जाएगा। अब राशन कार्ड के माध्यम से उन्हें प्रतिमाह 35 किलोग्राम खाद्यान्न प्राप्त होगा, जिससे उनके परिवार का खाद्य सुरक्षित होगा। उनका कहना है कि अब परिवार को भोजन की चिंता नहीं है और बच्चों का भविष्य भी सुरक्षित दिखाई दे रहा है। मुख्यमंत्री श्री विष्णुदेव साय के प्रति आभार व्यक्त करते हुए कहा कि सुशासन तिहार आमजन के जीवन में सकारात्मक बदलाव लाने का सशक्त माध्यम बन रहा है। bbox=[632, 1378, 1504, 1544]
